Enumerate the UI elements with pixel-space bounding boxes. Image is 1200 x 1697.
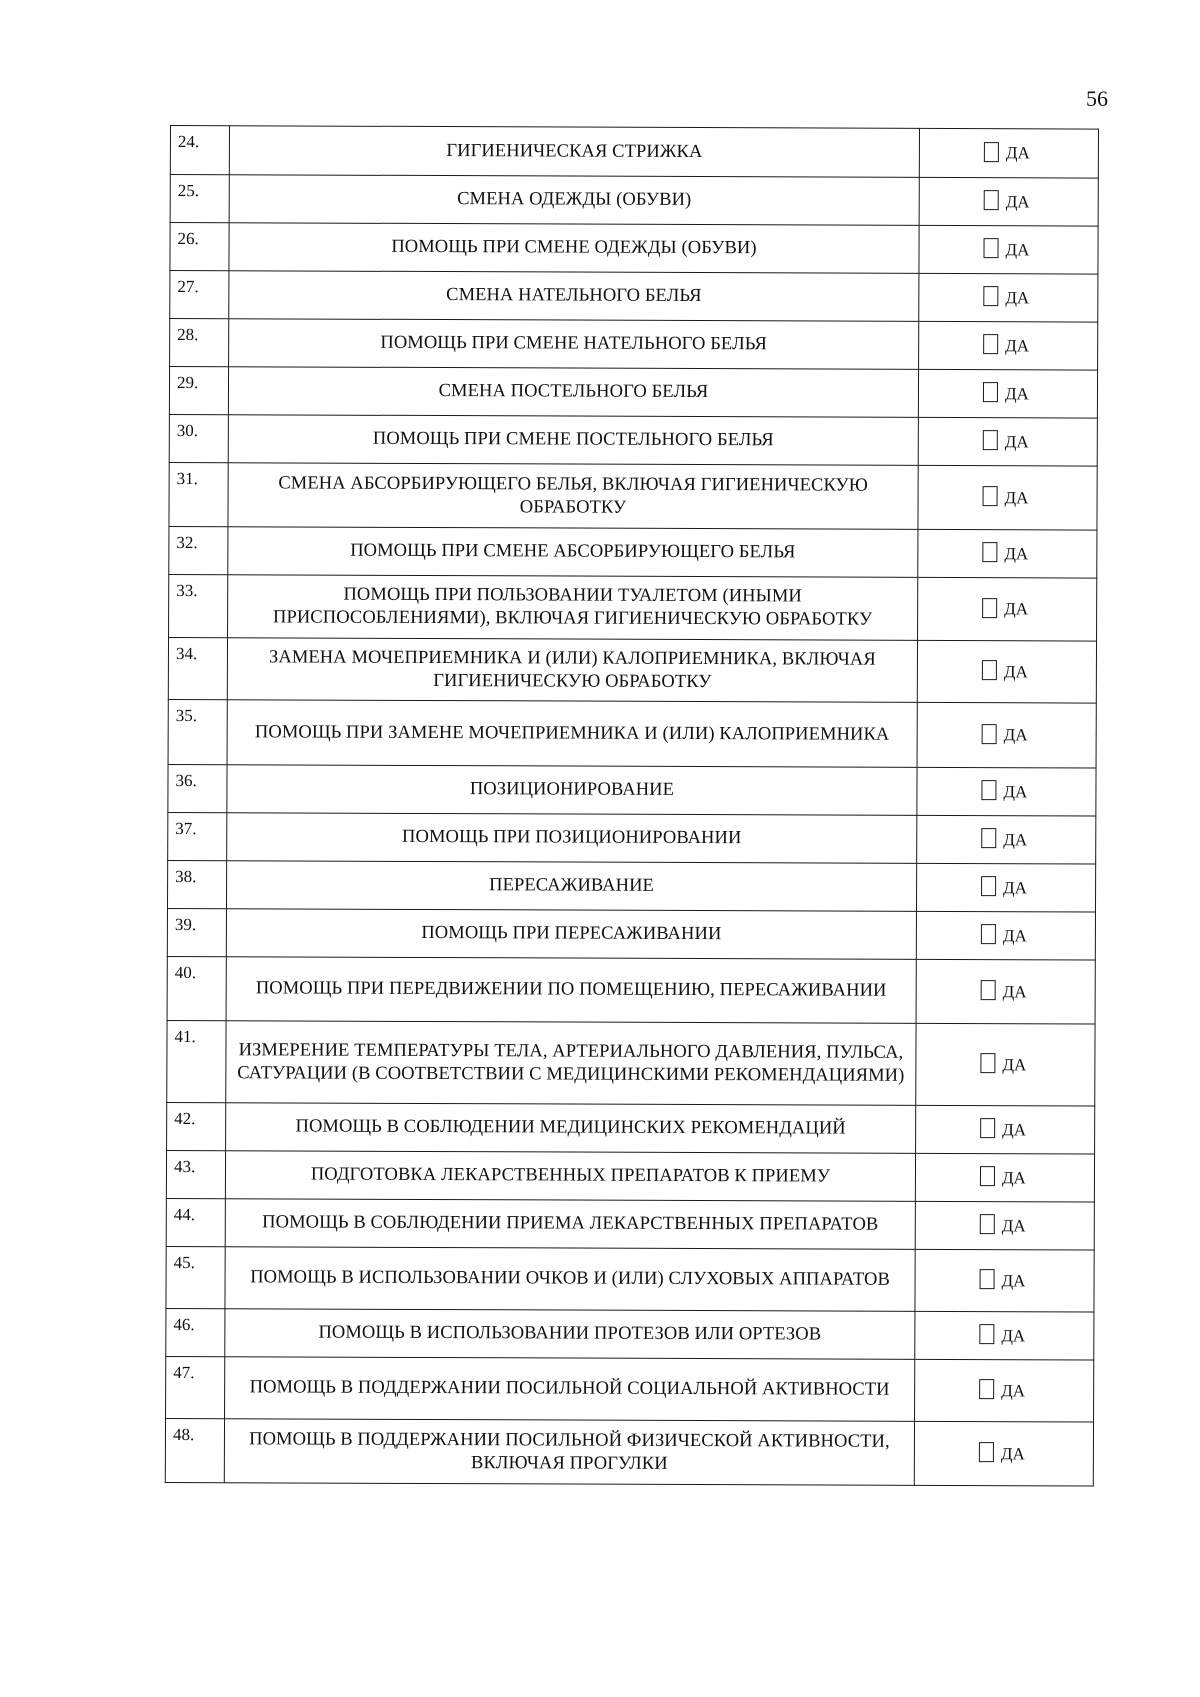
yes-checkbox[interactable]: [983, 382, 998, 402]
yes-label: ДА: [1003, 725, 1028, 745]
table-row: [167, 860, 1095, 912]
yes-checkbox[interactable]: [979, 1379, 994, 1399]
service-description: ПОМОЩЬ В СОБЛЮДЕНИИ ПРИЕМА ЛЕКАРСТВЕННЫХ ПРЕПАРАТОВ: [225, 1199, 915, 1250]
service-description: ПОМОЩЬ В ИСПОЛЬЗОВАНИИ ОЧКОВ И (ИЛИ) СЛУХОВЫХ АППАРАТОВ: [225, 1247, 915, 1312]
service-description: ПОМОЩЬ В ИСПОЛЬЗОВАНИИ ПРОТЕЗОВ ИЛИ ОРТЕЗОВ: [225, 1309, 915, 1360]
yes-option-cell: [916, 959, 1095, 1024]
service-description: ПЕРЕСАЖИВАНИЕ: [226, 861, 916, 912]
yes-label: ДА: [1004, 544, 1029, 564]
service-description: ГИГИЕНИЧЕСКАЯ СТРИЖКА: [229, 126, 919, 178]
table-row: [168, 699, 1096, 768]
table-row: [169, 414, 1097, 466]
yes-checkbox[interactable]: [981, 980, 996, 1000]
row-number: 31.: [169, 462, 228, 526]
service-description: СМЕНА ПОСТЕЛЬНОГО БЕЛЬЯ: [228, 367, 918, 418]
service-description: ПОМОЩЬ ПРИ ПОЛЬЗОВАНИИ ТУАЛЕТОМ (ИНЫМИ ПРИСПОСОБЛЕНИЯМИ), ВКЛЮЧАЯ ГИГИЕНИЧЕСКУЮ ОБРАБОТКУ: [228, 575, 918, 641]
row-number: 38.: [167, 860, 226, 908]
yes-option-cell: [919, 321, 1098, 370]
yes-checkbox[interactable]: [980, 1166, 995, 1186]
row-number: 33.: [169, 574, 228, 637]
yes-option-cell: [918, 577, 1097, 641]
service-description: ПОМОЩЬ ПРИ ПЕРЕСАЖИВАНИИ: [226, 909, 916, 960]
yes-checkbox[interactable]: [980, 1118, 995, 1138]
table-row: [167, 1102, 1095, 1154]
yes-option-cell: [915, 1201, 1094, 1250]
service-description: ПОДГОТОВКА ЛЕКАРСТВЕННЫХ ПРЕПАРАТОВ К ПРИЕМУ: [225, 1151, 915, 1202]
service-description: ПОЗИЦИОНИРОВАНИЕ: [227, 765, 917, 816]
service-description: СМЕНА ОДЕЖДЫ (ОБУВИ): [229, 175, 919, 226]
yes-label: ДА: [1005, 240, 1030, 260]
yes-option-cell: [915, 1153, 1094, 1202]
yes-label: ДА: [1002, 1120, 1027, 1140]
yes-checkbox[interactable]: [980, 1214, 995, 1234]
service-description: ПОМОЩЬ В СОБЛЮДЕНИИ МЕДИЦИНСКИХ РЕКОМЕНДАЦИЙ: [226, 1103, 916, 1154]
yes-option-cell: [916, 1023, 1095, 1106]
row-number: 32.: [169, 526, 228, 574]
row-number: 29.: [169, 367, 228, 415]
yes-option-cell: [916, 911, 1095, 960]
table-row: [168, 812, 1096, 864]
yes-checkbox[interactable]: [981, 828, 996, 848]
row-number: 25.: [170, 175, 229, 223]
yes-label: ДА: [1005, 143, 1030, 163]
yes-option-cell: [917, 767, 1096, 816]
table-row: [170, 271, 1098, 323]
yes-checkbox[interactable]: [980, 1053, 995, 1073]
table-row: [166, 1356, 1094, 1422]
service-description: СМЕНА АБСОРБИРУЮЩЕГО БЕЛЬЯ, ВКЛЮЧАЯ ГИГИЕНИЧЕСКУЮ ОБРАБОТКУ: [228, 463, 918, 530]
services-table-body: [165, 126, 1098, 1487]
row-number: 37.: [168, 812, 227, 860]
yes-label: ДА: [1003, 662, 1028, 682]
yes-option-cell: [915, 1311, 1094, 1360]
yes-checkbox[interactable]: [980, 1269, 995, 1289]
yes-checkbox[interactable]: [979, 1442, 994, 1462]
row-number: 47.: [166, 1356, 225, 1418]
table-row: [167, 956, 1095, 1024]
row-number: 26.: [170, 223, 229, 271]
service-description: ИЗМЕРЕНИЕ ТЕМПЕРАТУРЫ ТЕЛА, АРТЕРИАЛЬНОГО ДАВЛЕНИЯ, ПУЛЬСА, САТУРАЦИИ (В СООТВЕТСТВИИ С МЕДИЦИНСКИМИ РЕКОМЕНДАЦИЯМИ): [226, 1021, 916, 1106]
row-number: 40.: [167, 956, 226, 1020]
yes-option-cell: [919, 177, 1098, 226]
yes-checkbox[interactable]: [984, 190, 999, 210]
row-number: 24.: [170, 126, 229, 175]
yes-checkbox[interactable]: [981, 924, 996, 944]
table-row: [170, 175, 1098, 227]
yes-label: ДА: [1002, 1055, 1027, 1075]
yes-option-cell: [915, 1249, 1094, 1312]
table-row: [168, 764, 1096, 816]
service-description: ПОМОЩЬ ПРИ ЗАМЕНЕ МОЧЕПРИЕМНИКА И (ИЛИ) КАЛОПРИЕМНИКА: [227, 700, 917, 768]
row-number: 42.: [167, 1102, 226, 1150]
service-description: ЗАМЕНА МОЧЕПРИЕМНИКА И (ИЛИ) КАЛОПРИЕМНИКА, ВКЛЮЧАЯ ГИГИЕНИЧЕСКУЮ ОБРАБОТКУ: [227, 638, 917, 703]
yes-checkbox[interactable]: [981, 780, 996, 800]
yes-label: ДА: [1003, 782, 1028, 802]
service-description: ПОМОЩЬ ПРИ СМЕНЕ ОДЕЖДЫ (ОБУВИ): [229, 223, 919, 274]
yes-option-cell: [917, 640, 1096, 703]
yes-label: ДА: [1004, 432, 1029, 452]
yes-label: ДА: [1003, 878, 1027, 898]
row-number: 43.: [166, 1150, 225, 1198]
yes-label: ДА: [1004, 488, 1029, 508]
yes-option-cell: [919, 128, 1098, 178]
table-row: [169, 462, 1097, 530]
yes-option-cell: [919, 225, 1098, 274]
table-row: [170, 223, 1098, 275]
yes-label: ДА: [1005, 192, 1030, 212]
yes-checkbox[interactable]: [983, 334, 998, 354]
yes-checkbox[interactable]: [983, 486, 998, 506]
page-number: 56: [1086, 86, 1108, 111]
table-row: [169, 574, 1097, 641]
yes-checkbox[interactable]: [979, 1324, 994, 1344]
table-row: [165, 1418, 1093, 1486]
row-number: 36.: [168, 764, 227, 812]
yes-option-cell: [918, 417, 1097, 466]
table-row: [169, 367, 1097, 419]
yes-checkbox[interactable]: [983, 430, 998, 450]
row-number: 45.: [166, 1246, 225, 1308]
yes-option-cell: [918, 369, 1097, 418]
row-number: 44.: [166, 1198, 225, 1246]
table-row: [170, 319, 1098, 371]
row-number: 27.: [170, 271, 229, 319]
service-description: ПОМОЩЬ ПРИ ПЕРЕДВИЖЕНИИ ПО ПОМЕЩЕНИЮ, ПЕРЕСАЖИВАНИИ: [226, 957, 916, 1024]
table-row: [170, 126, 1098, 179]
row-number: 34.: [168, 637, 227, 699]
yes-label: ДА: [1004, 599, 1029, 619]
yes-checkbox[interactable]: [982, 542, 997, 562]
row-number: 35.: [168, 699, 227, 764]
yes-checkbox[interactable]: [982, 724, 997, 744]
service-description: ПОМОЩЬ В ПОДДЕРЖАНИИ ПОСИЛЬНОЙ СОЦИАЛЬНОЙ АКТИВНОСТИ: [225, 1357, 915, 1422]
row-number: 28.: [170, 319, 229, 367]
yes-label: ДА: [1003, 830, 1028, 850]
yes-label: ДА: [1001, 1326, 1026, 1346]
yes-label: ДА: [1005, 336, 1030, 356]
yes-option-cell: [915, 1359, 1094, 1422]
service-description: ПОМОЩЬ ПРИ СМЕНЕ НАТЕЛЬНОГО БЕЛЬЯ: [229, 319, 919, 370]
yes-label: ДА: [1001, 1381, 1026, 1401]
table-row: [166, 1150, 1094, 1202]
yes-label: ДА: [1001, 1216, 1026, 1236]
table-row: [167, 1020, 1095, 1106]
yes-checkbox[interactable]: [981, 876, 996, 896]
yes-label: ДА: [1001, 1271, 1026, 1291]
yes-checkbox[interactable]: [983, 286, 998, 306]
table-row: [169, 526, 1097, 578]
yes-checkbox[interactable]: [982, 660, 997, 680]
yes-option-cell: [914, 1421, 1093, 1486]
yes-label: ДА: [1000, 1444, 1025, 1464]
yes-option-cell: [916, 863, 1095, 912]
service-description: СМЕНА НАТЕЛЬНОГО БЕЛЬЯ: [229, 271, 919, 322]
yes-checkbox[interactable]: [983, 238, 998, 258]
table-row: [166, 1246, 1094, 1312]
yes-label: ДА: [1005, 288, 1030, 308]
service-description: ПОМОЩЬ В ПОДДЕРЖАНИИ ПОСИЛЬНОЙ ФИЗИЧЕСКОЙ АКТИВНОСТИ, ВКЛЮЧАЯ ПРОГУЛКИ: [224, 1419, 914, 1486]
yes-label: ДА: [1001, 1168, 1026, 1188]
services-table: [165, 125, 1099, 1487]
yes-label: ДА: [1002, 982, 1027, 1002]
yes-label: ДА: [1002, 926, 1027, 946]
yes-option-cell: [916, 1105, 1095, 1154]
row-number: 46.: [166, 1308, 225, 1356]
yes-option-cell: [918, 529, 1097, 578]
table-row: [166, 1198, 1094, 1250]
service-description: ПОМОЩЬ ПРИ ПОЗИЦИОНИРОВАНИИ: [227, 813, 917, 864]
yes-option-cell: [917, 702, 1096, 768]
yes-label: ДА: [1004, 384, 1029, 404]
table-row: [166, 1308, 1094, 1360]
yes-checkbox[interactable]: [984, 142, 999, 162]
service-description: ПОМОЩЬ ПРИ СМЕНЕ ПОСТЕЛЬНОГО БЕЛЬЯ: [228, 415, 918, 466]
table-row: [167, 908, 1095, 960]
yes-checkbox[interactable]: [982, 598, 997, 618]
row-number: 48.: [165, 1418, 224, 1482]
row-number: 39.: [167, 908, 226, 956]
yes-option-cell: [918, 465, 1097, 530]
yes-option-cell: [917, 815, 1096, 864]
row-number: 41.: [167, 1020, 226, 1102]
table-row: [168, 637, 1096, 703]
row-number: 30.: [169, 414, 228, 462]
yes-option-cell: [919, 273, 1098, 322]
service-description: ПОМОЩЬ ПРИ СМЕНЕ АБСОРБИРУЮЩЕГО БЕЛЬЯ: [228, 527, 918, 578]
